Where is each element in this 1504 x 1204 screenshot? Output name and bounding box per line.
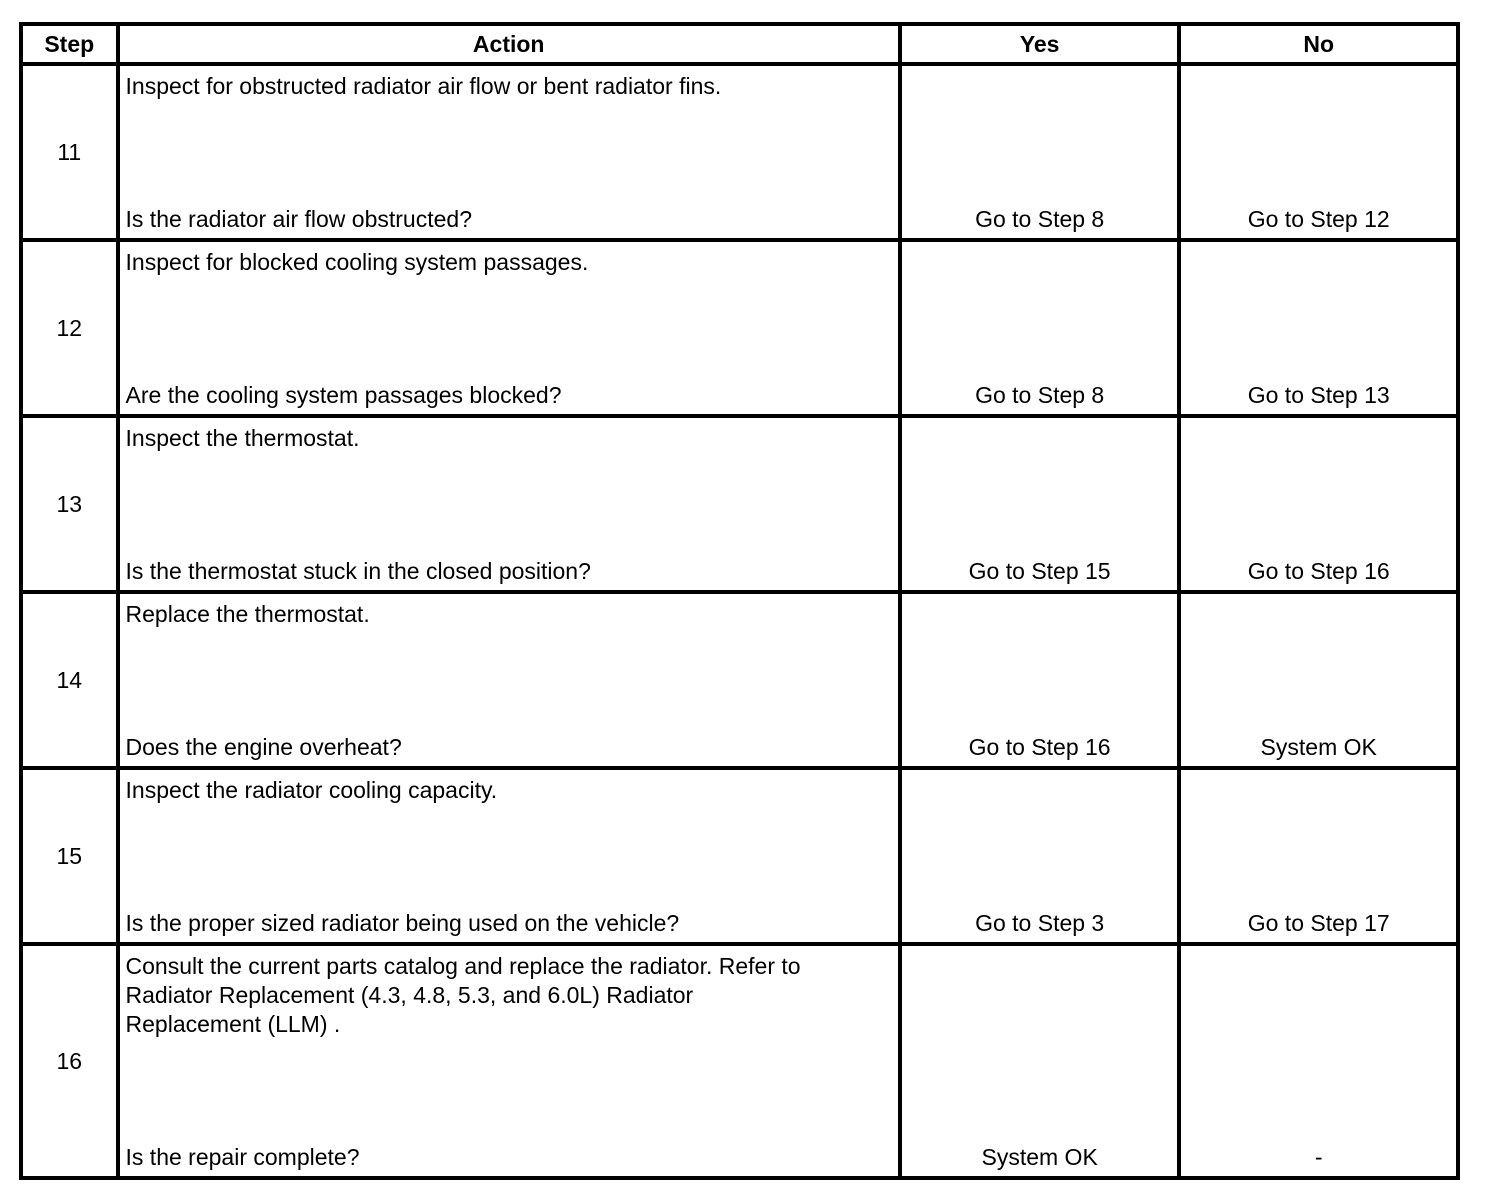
action-cell [118, 944, 900, 1178]
table-row [21, 240, 1458, 416]
step-number: 15 [21, 768, 118, 944]
header-row [21, 24, 1458, 64]
action-question: Is the repair complete? [125, 1144, 360, 1170]
yes-result: Go to Step 16 [900, 592, 1180, 768]
step-number: 11 [21, 64, 118, 240]
no-result: Go to Step 17 [1179, 768, 1458, 944]
header-action: Action [118, 24, 900, 64]
action-text: Inspect for obstructed radiator air flow or bent radiator fins. [125, 73, 722, 99]
action-question: Are the cooling system passages blocked? [125, 382, 562, 408]
action-cell [118, 592, 900, 768]
yes-result: Go to Step 8 [900, 64, 1180, 240]
action-cell [118, 240, 900, 416]
action-text: Inspect the thermostat. [125, 425, 360, 451]
step-number: 13 [21, 416, 118, 592]
action-question: Is the thermostat stuck in the closed position? [125, 558, 591, 584]
action-question: Is the radiator air flow obstructed? [125, 206, 472, 232]
diagnostic-table [19, 22, 1460, 1180]
no-result: Go to Step 16 [1179, 416, 1458, 592]
step-number: 12 [21, 240, 118, 416]
table-body [21, 64, 1458, 1178]
action-question: Is the proper sized radiator being used on the vehicle? [125, 910, 680, 936]
action-text: Consult the current parts catalog and replace the radiator. Refer to Radiator Replacement (4.3, 4.8, 5.3, and 6.0L) Radiator Replacement (LLM) . [125, 953, 801, 1037]
no-result: Go to Step 12 [1179, 64, 1458, 240]
action-text: Replace the thermostat. [125, 601, 370, 627]
table-row [21, 416, 1458, 592]
action-cell [118, 416, 900, 592]
table-row [21, 592, 1458, 768]
action-cell [118, 64, 900, 240]
header-no: No [1179, 24, 1458, 64]
step-number: 16 [21, 944, 118, 1178]
table-row [21, 944, 1458, 1178]
action-question: Does the engine overheat? [125, 734, 402, 760]
action-cell [118, 768, 900, 944]
yes-result: Go to Step 8 [900, 240, 1180, 416]
table-row [21, 768, 1458, 944]
no-result: System OK [1179, 592, 1458, 768]
table-row [21, 64, 1458, 240]
header-yes: Yes [900, 24, 1180, 64]
table-header [21, 24, 1458, 64]
action-text: Inspect the radiator cooling capacity. [125, 777, 498, 803]
yes-result: System OK [900, 944, 1180, 1178]
step-number: 14 [21, 592, 118, 768]
no-result: - [1179, 944, 1458, 1178]
yes-result: Go to Step 15 [900, 416, 1180, 592]
action-text: Inspect for blocked cooling system passages. [125, 249, 589, 275]
no-result: Go to Step 13 [1179, 240, 1458, 416]
yes-result: Go to Step 3 [900, 768, 1180, 944]
header-step: Step [21, 24, 118, 64]
